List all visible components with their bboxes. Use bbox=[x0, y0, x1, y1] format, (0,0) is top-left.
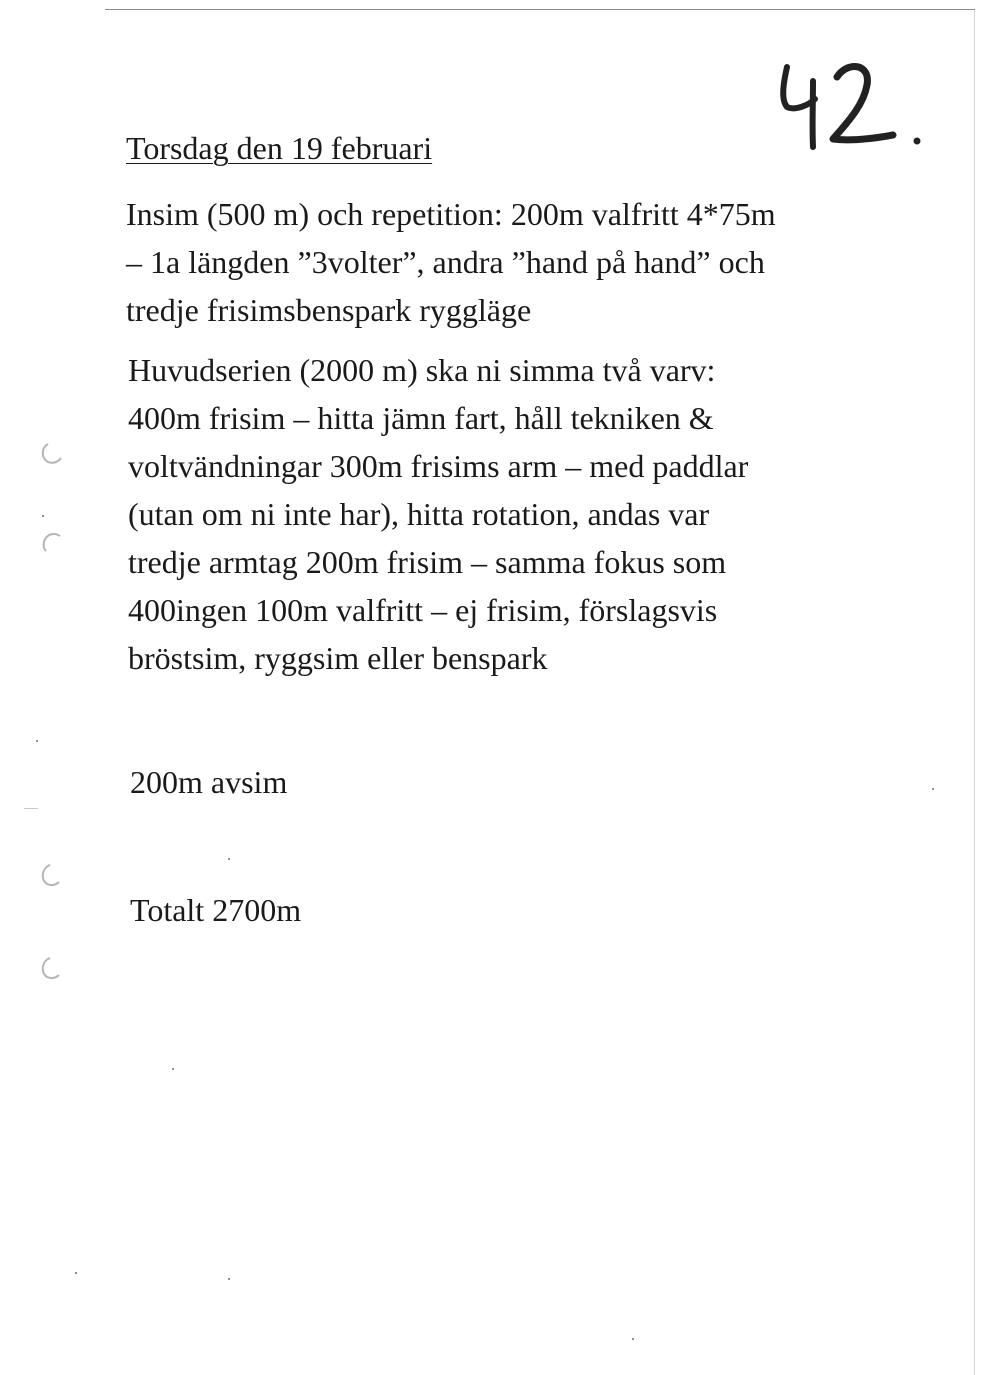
punch-hole-mark bbox=[38, 530, 64, 556]
handwritten-page-number bbox=[775, 55, 935, 155]
scan-speck bbox=[36, 740, 38, 742]
punch-hole-mark bbox=[38, 862, 64, 888]
right-edge-line bbox=[974, 10, 975, 1375]
total-distance-line: Totalt 2700m bbox=[130, 892, 302, 928]
scan-speck bbox=[24, 808, 38, 809]
scan-speck bbox=[228, 858, 230, 860]
warmup-paragraph: Insim (500 m) och repetition: 200m valfritt 4*75m – 1a längden ”3volter”, andra ”hand på hand” och tredje frisimsbenspark ryggläge bbox=[126, 196, 776, 328]
scan-speck bbox=[932, 788, 934, 790]
main-set-paragraph: Huvudserien (2000 m) ska ni simma två varv: 400m frisim – hitta jämn fart, håll tekniken & voltvändningar 300m frisims arm – med paddlar (utan om ni inte har), hitta rotation, andas var tredje armtag 200m frisim – samma fokus som 400ingen 100m valfritt – ej frisim, förslagsvis bröstsim, ryggsim eller benspark bbox=[128, 352, 749, 676]
punch-hole-mark bbox=[38, 955, 64, 981]
punch-hole-mark bbox=[38, 440, 64, 466]
scan-speck bbox=[228, 1278, 230, 1280]
scan-speck bbox=[632, 1338, 634, 1340]
scan-speck bbox=[42, 515, 44, 517]
cooldown-line: 200m avsim bbox=[130, 764, 288, 800]
scan-speck bbox=[172, 1068, 174, 1070]
page-heading: Torsdag den 19 februari bbox=[126, 130, 433, 166]
top-edge-line bbox=[105, 9, 975, 10]
scan-speck bbox=[75, 1272, 77, 1274]
handwritten-page-number-drawing bbox=[775, 55, 935, 155]
